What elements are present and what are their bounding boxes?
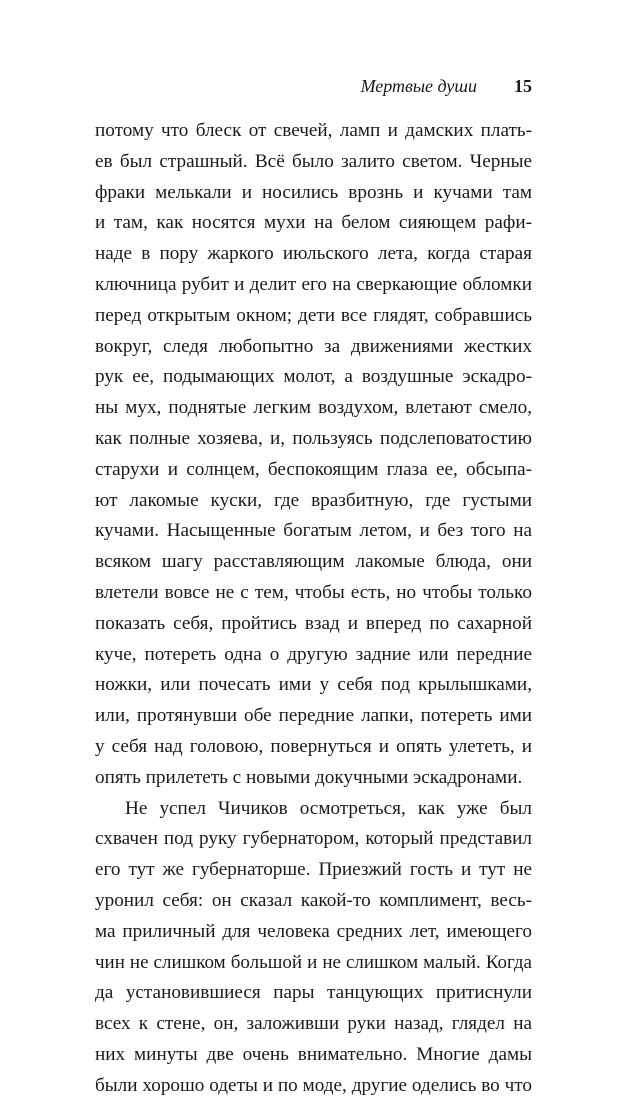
- text-line: всех к стене, он, заложивши руки назад, глядел на: [95, 1013, 532, 1035]
- text-line: влетели вовсе не с тем, чтобы есть, но чтобы только: [95, 581, 532, 603]
- text-line: у себя над головою, повернуться и опять улететь, и: [95, 735, 532, 757]
- text-line: или, протянувши обе передние лапки, потереть ими: [95, 705, 532, 727]
- text-line: старухи и солнцем, беспокоящим глаза ее, обсыпа-: [95, 458, 532, 480]
- text-line: них минуты две очень внимательно. Многие дамы: [95, 1043, 532, 1065]
- text-line: схвачен под руку губернатором, который представил: [95, 828, 532, 850]
- running-header: [95, 76, 532, 100]
- page-number: 15: [514, 76, 532, 96]
- running-title: Мертвые души: [360, 76, 477, 96]
- text-line: рук ее, подымающих молот, а воздушные эскадро-: [95, 366, 532, 388]
- text-line: потому что блеск от свечей, ламп и дамских плать-: [95, 120, 532, 141]
- text-line: ма приличный для человека средних лет, имеющего: [95, 920, 532, 942]
- text-line: ны мух, поднятые легким воздухом, влетают смело,: [95, 397, 532, 419]
- text-line: наде в пору жаркого июльского лета, когда старая: [95, 243, 532, 265]
- text-line: уронил себя: он сказал какой-то комплимент, весь-: [95, 889, 532, 911]
- text-line: вокруг, следя любопытно за движениями жестких: [95, 335, 532, 357]
- text-line: куче, потереть одна о другую задние или передние: [95, 643, 532, 665]
- text-line: ют лакомые куски, где вразбитную, где густыми: [95, 489, 532, 511]
- text-line: как полные хозяева, и, пользуясь подслеповатостию: [95, 427, 532, 449]
- text-line: да установившиеся пары танцующих притиснули: [95, 982, 532, 1004]
- text-line: и там, как носятся мухи на белом сияющем рафи-: [95, 212, 532, 234]
- text-line: ключница рубит и делит его на сверкающие обломки: [95, 273, 532, 295]
- text-line: показать себя, пройтись взад и вперед по сахарной: [95, 612, 532, 634]
- paragraph-end-line: опять прилететь с новыми докучными эскадронами.: [95, 766, 523, 788]
- text-line: перед открытым окном; дети все глядят, собравшись: [95, 304, 532, 326]
- text-line: фраки мелькали и носились врознь и кучами там: [95, 181, 532, 203]
- text-line: ев был страшный. Всё было залито светом. Черные: [95, 150, 532, 172]
- text-line: его тут же губернаторше. Приезжий гость и тут не: [95, 859, 532, 881]
- text-line: чин не слишком большой и не слишком малый. Когда: [95, 951, 532, 973]
- paragraph-start-line: Не успел Чичиков осмотреться, как уже был: [125, 797, 532, 819]
- text-line: были хорошо одеты и по моде, другие оделись во что: [95, 1074, 532, 1096]
- body-text: [95, 116, 532, 1102]
- text-line: ножки, или почесать ими у себя под крылышками,: [95, 674, 532, 696]
- text-line: всяком шагу расставляющим лакомые блюда, они: [95, 551, 532, 573]
- text-line: кучами. Насыщенные богатым летом, и без того на: [95, 520, 532, 542]
